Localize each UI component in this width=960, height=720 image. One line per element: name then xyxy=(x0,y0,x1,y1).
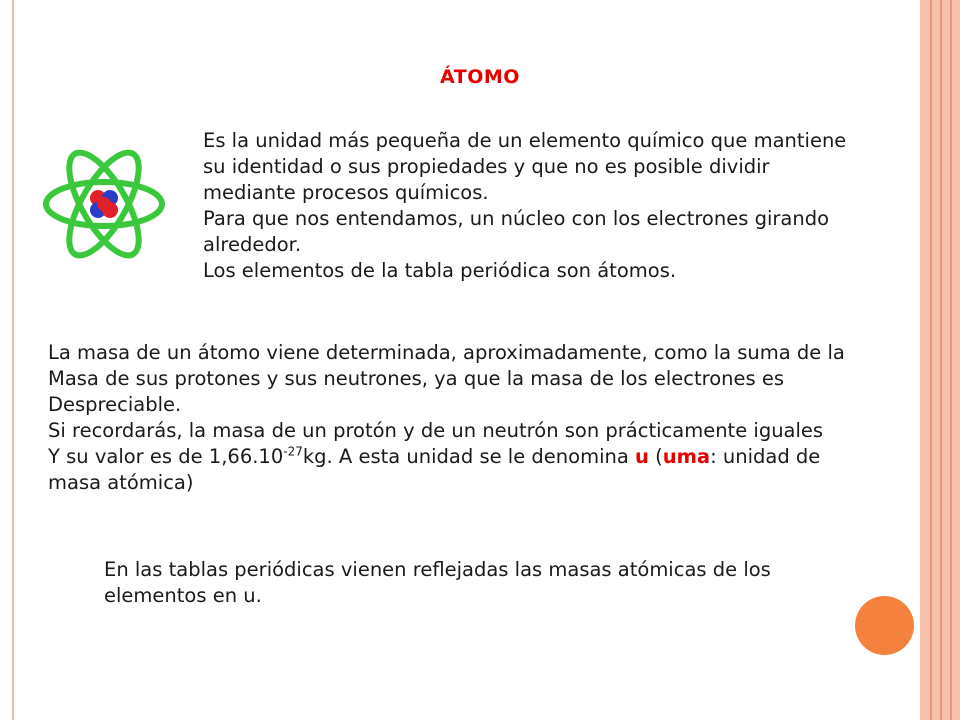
unit-description: : unidad de xyxy=(710,445,821,468)
text-line: mediante procesos químicos. xyxy=(203,181,489,204)
periodic-table-note xyxy=(104,557,771,609)
frame-line xyxy=(930,0,932,720)
text-line: masa atómica) xyxy=(48,471,194,494)
slide-title: ÁTOMO xyxy=(440,66,520,88)
frame-line xyxy=(950,0,952,720)
text-line: Para que nos entendamos, un núcleo con los electrones girando xyxy=(203,207,829,230)
text-line: alrededor. xyxy=(203,233,302,256)
mass-value-prefix: Y su valor es de 1,66.10 xyxy=(48,445,284,468)
mass-value-text: kg. A esta unidad se le denomina xyxy=(302,445,636,468)
text-line: Si recordarás, la masa de un protón y de un neutrón son prácticamente iguales xyxy=(48,419,824,442)
paren-open: ( xyxy=(648,445,663,468)
text-line: En las tablas periódicas vienen reflejadas las masas atómicas de los xyxy=(104,558,771,581)
text-line: Es la unidad más pequeña de un elemento químico que mantiene xyxy=(203,129,847,152)
text-line: La masa de un átomo viene determinada, aproximadamente, como la suma de la xyxy=(48,341,845,364)
atomic-mass-paragraph xyxy=(48,340,845,496)
text-line: Los elementos de la tabla periódica son átomos. xyxy=(203,259,677,282)
text-line: su identidad o sus propiedades y que no es posible dividir xyxy=(203,155,770,178)
text-line xyxy=(48,444,845,470)
mass-exponent: -27 xyxy=(283,444,303,459)
atom-proton xyxy=(97,197,111,211)
atom-definition xyxy=(203,128,846,284)
unit-abbreviation: uma xyxy=(662,445,711,468)
frame-line xyxy=(940,0,942,720)
atom-icon xyxy=(40,140,168,268)
slide-frame-right xyxy=(920,0,960,720)
text-line: Masa de sus protones y sus neutrones, ya que la masa de los electrones es xyxy=(48,367,785,390)
unit-symbol: u xyxy=(635,445,649,468)
text-line: elementos en u. xyxy=(104,584,262,607)
text-line: Despreciable. xyxy=(48,393,182,416)
slide-frame-left xyxy=(12,0,14,720)
orange-circle-decoration xyxy=(855,596,914,655)
